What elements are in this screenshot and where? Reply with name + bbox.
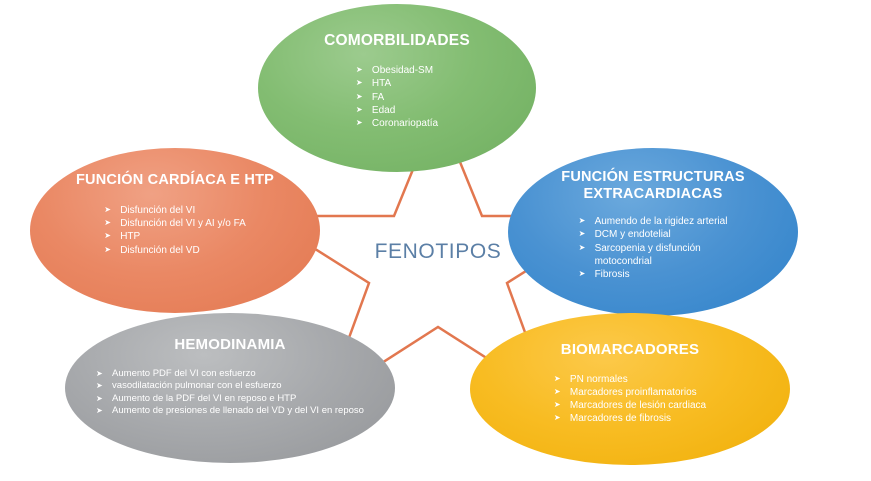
node-funcion-cardiaca[interactable] — [30, 148, 320, 313]
list-item: ➤ Fibrosis — [579, 268, 728, 281]
list-item: ➤ Aumento PDF del VI con esfuerzo — [96, 368, 364, 381]
list-item: ➤ Marcadores proinflamatorios — [554, 386, 706, 399]
node-funcion-cardiaca-items — [104, 204, 246, 257]
node-biomarcadores[interactable] — [470, 313, 790, 465]
node-funcion-cardiaca-title: FUNCIÓN CARDÍACA E HTP — [76, 172, 274, 188]
list-item: ➤ Coronariopatía — [356, 117, 438, 130]
list-item: ➤ HTP — [104, 230, 246, 243]
node-biomarcadores-items — [554, 373, 706, 426]
list-item: ➤ Marcadores de lesión cardiaca — [554, 399, 706, 412]
node-biomarcadores-title: BIOMARCADORES — [560, 341, 700, 358]
list-item: ➤ PN normales — [554, 373, 706, 386]
node-funcion-estructuras-title: FUNCIÓN ESTRUCTURAS EXTRACARDIACAS — [561, 169, 745, 203]
list-item: ➤ DCM y endotelial — [579, 228, 728, 241]
node-hemodinamia-items — [96, 368, 364, 418]
node-hemodinamia-title: HEMODINAMIA — [174, 336, 286, 353]
node-comorbilidades-title: COMORBILIDADES — [324, 32, 470, 49]
list-item: ➤ Disfunción del VD — [104, 244, 246, 257]
node-comorbilidades[interactable] — [258, 4, 536, 172]
node-funcion-estructuras[interactable] — [508, 148, 798, 316]
node-hemodinamia[interactable] — [65, 313, 395, 463]
list-item: ➤ HTA — [356, 77, 438, 90]
list-item: ➤ Obesidad-SM — [356, 64, 438, 77]
list-item: ➤ Sarcopenia y disfunción motocondrial — [579, 242, 725, 268]
node-comorbilidades-items — [356, 64, 438, 130]
list-item: ➤ Marcadores de fibrosis — [554, 412, 706, 425]
list-item: ➤ Aumendo de la rigidez arterial — [579, 215, 728, 228]
list-item: ➤ Disfunción del VI y AI y/o FA — [104, 217, 246, 230]
list-item: ➤ vasodilatación pulmonar con el esfuerzo — [96, 380, 364, 393]
center-star-label: FENOTIPOS — [374, 240, 502, 263]
list-item: ➤ Edad — [356, 104, 438, 117]
list-item: ➤ Aumento de la PDF del VI en reposo e HTP — [96, 393, 364, 406]
list-item: ➤ Aumento de presiones de llenado del VD y del VI en reposo — [96, 405, 364, 418]
list-item: ➤ FA — [356, 91, 438, 104]
list-item: ➤ Disfunción del VI — [104, 204, 246, 217]
